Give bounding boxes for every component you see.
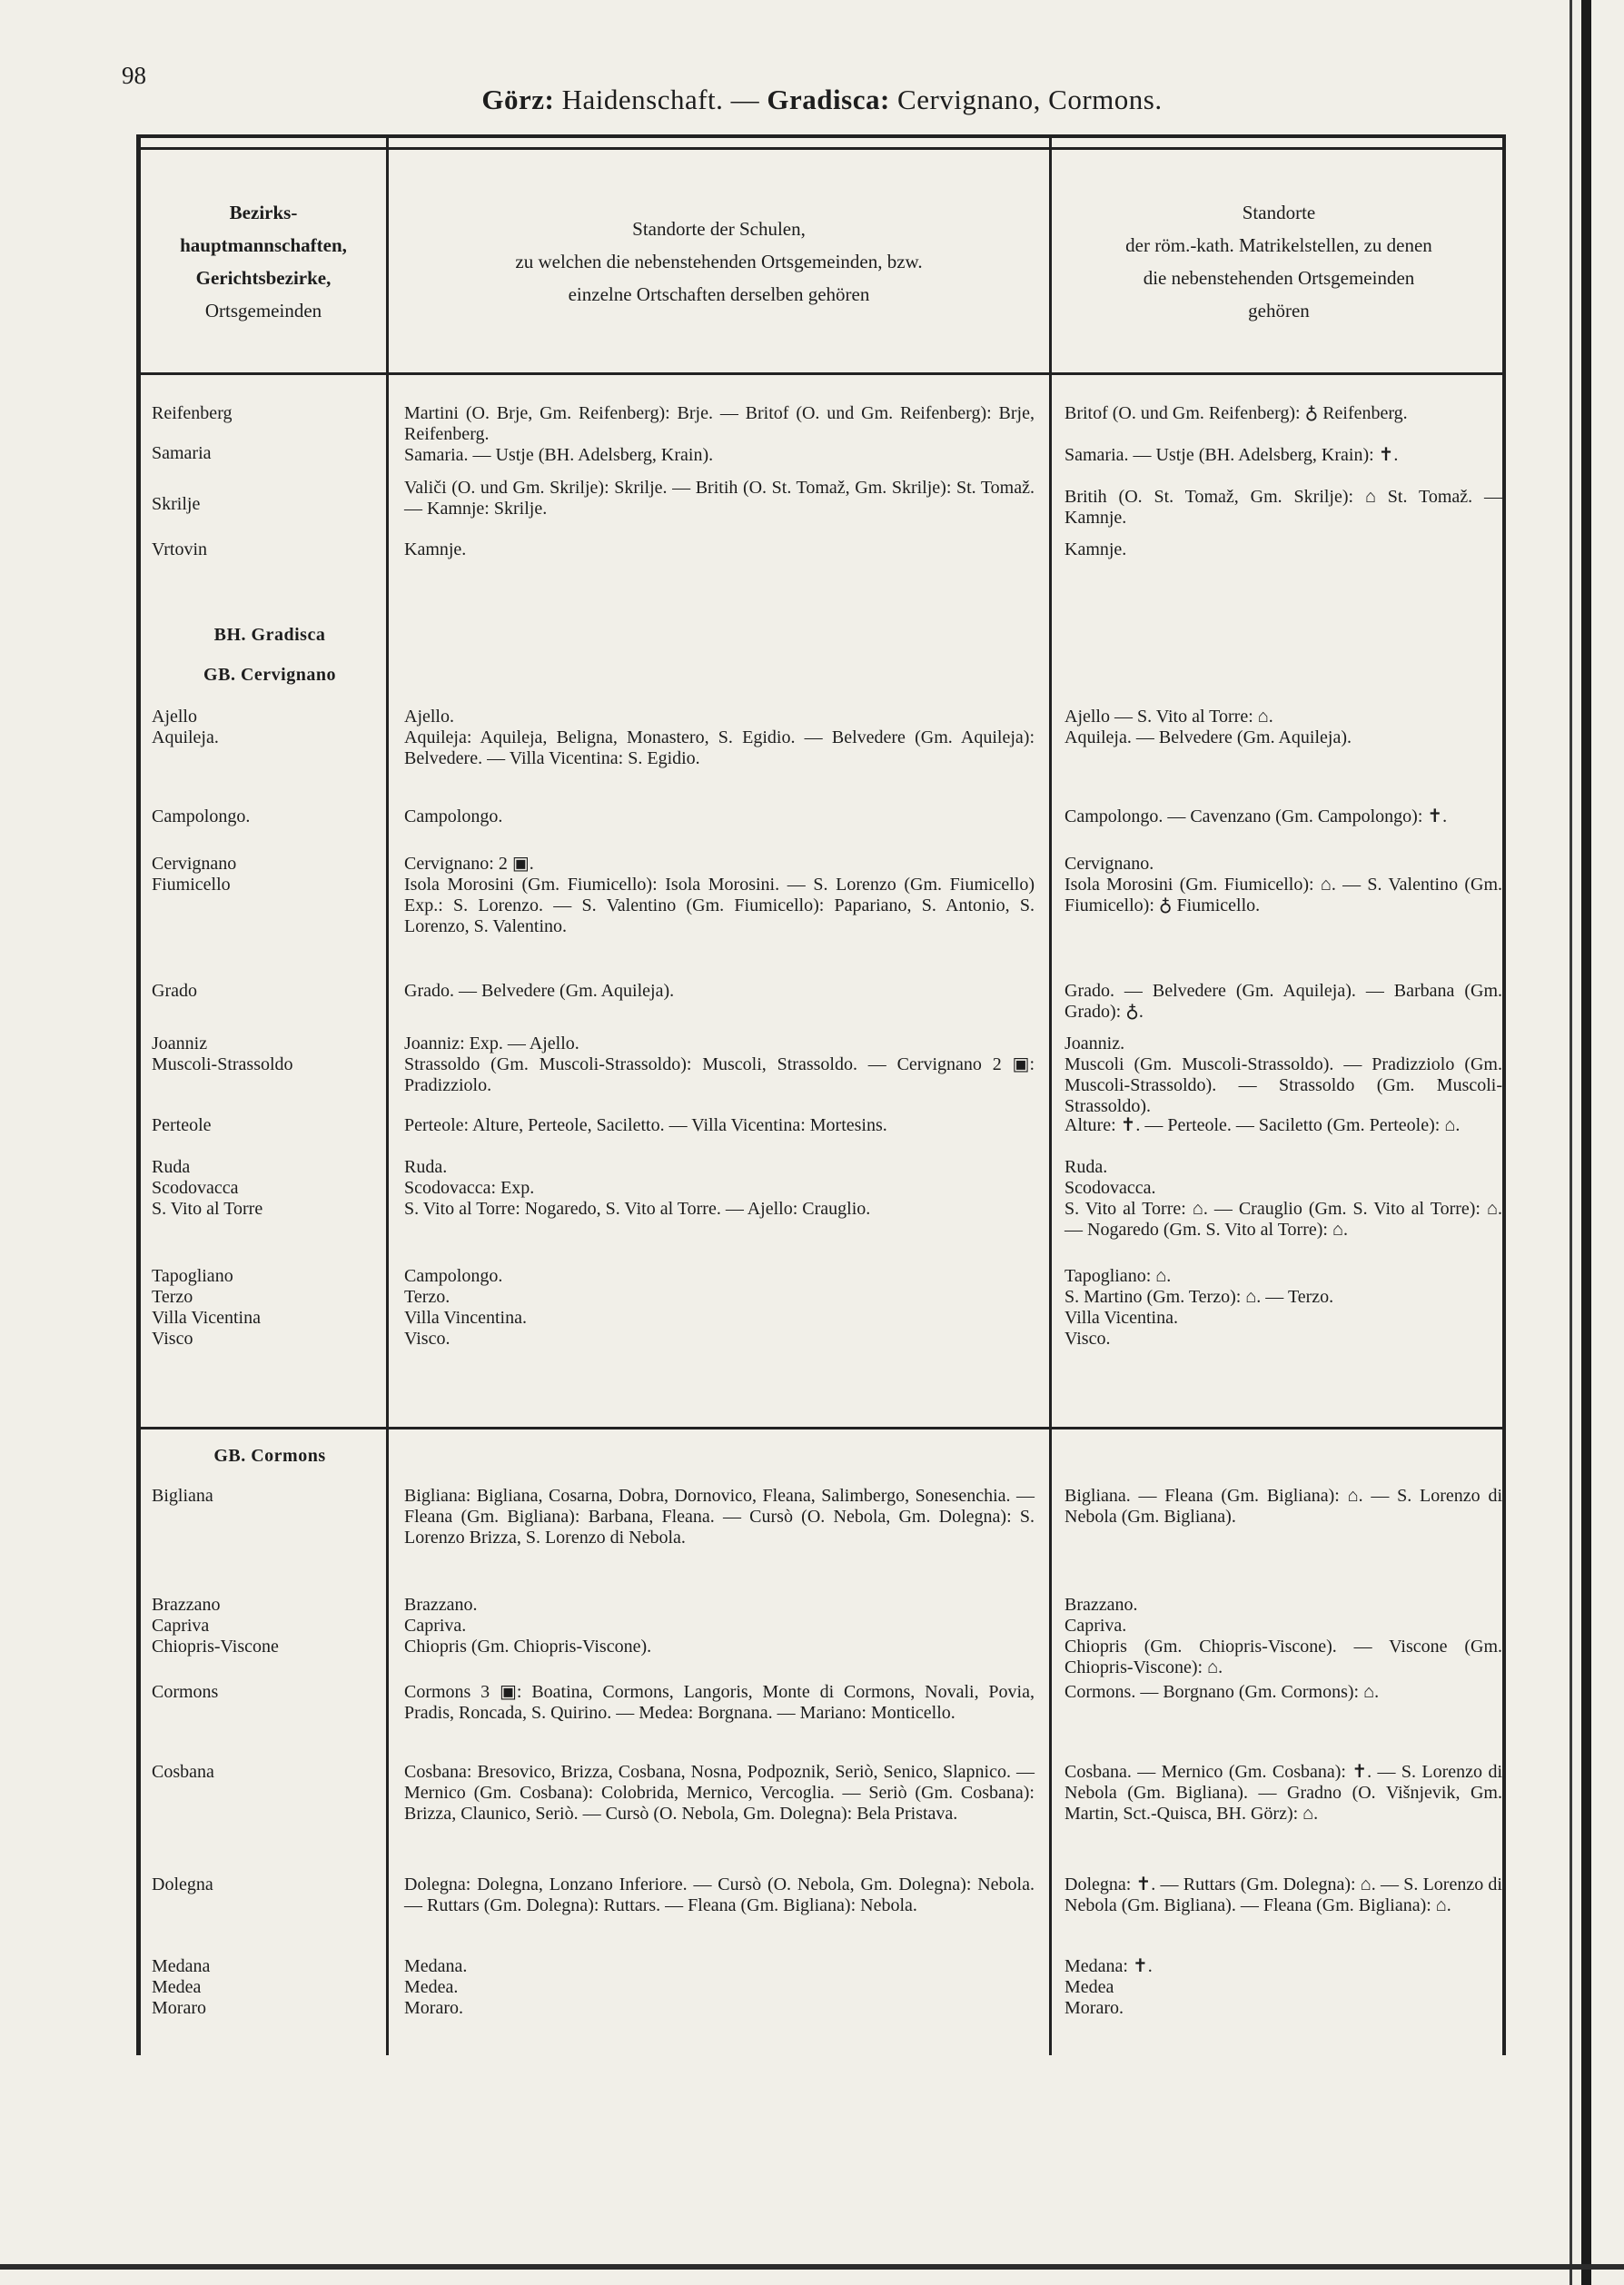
list-item: Cervignano [152,854,237,874]
header-c1-line3: Gerichtsbezirke, [195,267,332,289]
list-item: Brazzano [152,1595,221,1615]
list-item: Cervignano: 2 ▣. [404,854,534,874]
list-item: Cormons. — Borgnano (Gm. Cormons): ⌂. [1065,1682,1380,1702]
parish-table [136,134,1506,2055]
list-item: Campolongo. [404,806,503,826]
list-item: Britof (O. und Gm. Reifenberg): ♁ Reifenberg. [1065,403,1408,423]
column-header-schools [389,151,1049,372]
list-item: Samaria. — Ustje (BH. Adelsberg, Krain). [404,445,714,465]
list-item: Ruda. [1065,1157,1108,1177]
list-item: Villa Vincentina. [404,1308,527,1328]
list-item: Brazzano. [1065,1595,1138,1615]
list-item: S. Vito al Torre: ⌂. — Crauglio (Gm. S. Vito al Torre): ⌂. — Nogaredo (Gm. S. Vito al Torre): ⌂. [1065,1199,1502,1240]
list-item: Ajello. [404,707,454,727]
list-item: Kamnje. [404,539,467,559]
page-header [136,84,1508,116]
list-item: Grado. — Belvedere (Gm. Aquileja). — Barbana (Gm. Grado): ♁. [1065,981,1502,1022]
list-item: Skrilje [152,494,201,514]
list-item: Ajello [152,707,197,727]
list-item: Ruda. [404,1157,448,1177]
list-item: Campolongo. [404,1266,503,1286]
section-rule-cormons [141,1427,1502,1429]
list-item: Villa Vicentina. [1065,1308,1178,1328]
list-item: Aquileja. [152,727,219,747]
list-item: Terzo [152,1287,193,1307]
list-item: Britih (O. St. Tomaž, Gm. Skrilje): ⌂ St. Tomaž. — Kamnje. [1065,487,1502,528]
header-district-a: Görz: [481,84,555,115]
list-item: Strassoldo (Gm. Muscoli-Strassoldo): Muscoli, Strassoldo. — Cervignano 2 ▣: Pradizziolo. [404,1054,1035,1095]
list-item: S. Vito al Torre: Nogaredo, S. Vito al Torre. — Ajello: Crauglio. [404,1199,871,1219]
list-item: Medana. [404,1956,468,1976]
list-item: Moraro. [404,1998,463,2018]
section-title-cervignano: GB. Cervignano [203,665,336,685]
list-item: Medea [1065,1977,1114,1997]
header-court-b: Cervignano, Cormons. [897,84,1163,115]
header-c2-line1: Standorte der Schulen, [632,218,806,240]
list-item: Capriva. [404,1616,467,1636]
list-item: Tapogliano: ⌂. [1065,1266,1172,1286]
list-item: Tapogliano [152,1266,233,1286]
list-item: Isola Morosini (Gm. Fiumicello): Isola Morosini. — S. Lorenzo (Gm. Fiumicello) Exp.: S. Lorenzo. — S. Valentino (Gm. Fiumicello): Papariano, S. Antonio, S. Lorenzo, S. Valentino. [404,875,1035,936]
list-item: Bigliana [152,1486,213,1506]
list-item: Fiumicello [152,875,231,895]
section-title-gradisca: BH. Gradisca [213,625,326,645]
list-item: Perteole: Alture, Perteole, Saciletto. — Villa Vicentina: Mortesins. [404,1115,887,1135]
list-item: Cosbana. — Mernico (Gm. Cosbana): ✝. — S. Lorenzo di Nebola (Gm. Bigliana). — Gradno (O. Višnjevik, Gm. Martin, Sct.-Quisca, BH. Görz): ⌂. [1065,1762,1502,1824]
header-bottom-rule [141,372,1502,375]
list-item: Cormons [152,1682,219,1702]
list-item: Dolegna: ✝. — Ruttars (Gm. Dolegna): ⌂. — S. Lorenzo di Nebola (Gm. Bigliana). — Fleana (Gm. Bigliana): ⌂. [1065,1874,1502,1915]
list-item: Scodovacca [152,1178,239,1198]
list-item: Medana: ✝. [1065,1956,1153,1976]
header-c3-line3: die nebenstehenden Ortsgemeinden [1143,267,1415,289]
column-divider-2 [1049,138,1052,2055]
header-c1-line4: Ortsgemeinden [204,300,322,321]
list-item: Moraro [152,1998,206,2018]
page-edge-rule [1581,0,1591,2285]
list-item: Martini (O. Brje, Gm. Reifenberg): Brje. — Britof (O. und Gm. Reifenberg): Brje, Reifenberg. [404,403,1035,444]
header-c2-line2: zu welchen die nebenstehenden Ortsgemeinden, bzw. [515,251,923,272]
list-item: Joanniz [152,1034,208,1053]
list-item: Cosbana: Bresovico, Brizza, Cosbana, Nosna, Podpoznik, Seriò, Senico, Slapnico. — Mernico (Gm. Cosbana): Colobrida, Mernico, Vercoglia. — Seriò (Gm. Cosbana): Brizza, Claunico, Seriò. — Cursò (O. Nebola, Gm. Dolegna): Bela Pristava. [404,1762,1035,1824]
list-item: Bigliana. — Fleana (Gm. Bigliana): ⌂. — S. Lorenzo di Nebola (Gm. Bigliana). [1065,1486,1502,1527]
list-item: Dolegna [152,1874,213,1894]
column-divider-1 [386,138,389,2055]
list-item: Visco [152,1329,193,1349]
header-c1-line1: Bezirks- [229,202,298,223]
list-item: Scodovacca: Exp. [404,1178,535,1198]
header-c1-line2: hauptmannschaften, [180,234,347,256]
list-item: Vrtovin [152,539,208,559]
header-c3-line2: der röm.-kath. Matrikelstellen, zu denen [1125,234,1432,256]
list-item: Kamnje. [1065,539,1127,559]
column-header-parishes [1052,151,1506,372]
header-c2-line3: einzelne Ortschaften derselben gehören [568,283,870,305]
list-item: Moraro. [1065,1998,1124,2018]
list-item: Samaria [152,443,212,463]
list-item: S. Martino (Gm. Terzo): ⌂. — Terzo. [1065,1287,1334,1307]
list-item: Cosbana [152,1762,214,1782]
header-court-a: Haidenschaft. — [561,84,760,115]
list-item: Perteole [152,1115,212,1135]
list-item: Dolegna: Dolegna, Lonzano Inferiore. — Cursò (O. Nebola, Gm. Dolegna): Nebola. — Ruttars (Gm. Dolegna): Ruttars. — Fleana (Gm. Bigliana): Nebola. [404,1874,1035,1915]
list-item: Ruda [152,1157,191,1177]
list-item: Isola Morosini (Gm. Fiumicello): ⌂. — S. Valentino (Gm. Fiumicello): ♁ Fiumicello. [1065,875,1502,915]
section-title-cormons: GB. Cormons [213,1446,326,1466]
header-top-rule [141,147,1502,150]
list-item: Chiopris-Viscone [152,1637,279,1657]
header-c3-line4: gehören [1248,300,1310,321]
list-item: Aquileja: Aquileja, Beligna, Monastero, S. Egidio. — Belvedere (Gm. Aquileja): Belvedere. — Villa Vicentina: S. Egidio. [404,727,1035,768]
list-item: Brazzano. [404,1595,478,1615]
list-item: Reifenberg [152,403,233,423]
list-item: Visco. [404,1329,451,1349]
column-header-municipalities [141,151,386,372]
list-item: S. Vito al Torre [152,1199,263,1219]
list-item: Muscoli-Strassoldo [152,1054,293,1074]
list-item: Capriva. [1065,1616,1127,1636]
page-edge-rule-thin [1570,0,1572,2285]
list-item: Aquileja. — Belvedere (Gm. Aquileja). [1065,727,1352,747]
list-item: Ajello — S. Vito al Torre: ⌂. [1065,707,1273,727]
list-item: Terzo. [404,1287,451,1307]
header-c3-line1: Standorte [1242,202,1316,223]
list-item: Visco. [1065,1329,1111,1349]
list-item: Capriva [152,1616,210,1636]
list-item: Grado. — Belvedere (Gm. Aquileja). [404,981,675,1001]
list-item: Chiopris (Gm. Chiopris-Viscone). — Viscone (Gm. Chiopris-Viscone): ⌂. [1065,1637,1502,1677]
list-item: Alture: ✝. — Perteole. — Saciletto (Gm. Perteole): ⌂. [1065,1115,1461,1135]
header-district-b: Gradisca: [767,84,890,115]
list-item: Campolongo. — Cavenzano (Gm. Campolongo): ✝. [1065,806,1448,826]
list-item: Villa Vicentina [152,1308,261,1328]
list-item: Medana [152,1956,211,1976]
page-number: 98 [122,62,146,89]
list-item: Medea [152,1977,202,1997]
list-item: Samaria. — Ustje (BH. Adelsberg, Krain): ✝. [1065,445,1399,465]
list-item: Chiopris (Gm. Chiopris-Viscone). [404,1637,652,1657]
list-item: Grado [152,981,197,1001]
list-item: Scodovacca. [1065,1178,1156,1198]
list-item: Valiči (O. und Gm. Skrilje): Skrilje. — Britih (O. St. Tomaž, Gm. Skrilje): St. Tomaž. — Kamnje: Skrilje. [404,478,1035,519]
list-item: Campolongo. [152,806,251,826]
list-item: Joanniz: Exp. — Ajello. [404,1034,579,1053]
list-item: Muscoli (Gm. Muscoli-Strassoldo). — Pradizziolo (Gm. Muscoli-Strassoldo). — Strassoldo (Gm. Muscoli-Strassoldo). [1065,1054,1502,1116]
list-item: Joanniz. [1065,1034,1125,1053]
list-item: Medea. [404,1977,459,1997]
page-bottom-rule [0,2264,1624,2270]
list-item: Cormons 3 ▣: Boatina, Cormons, Langoris, Monte di Cormons, Novali, Povia, Pradis, Roncada, S. Quirino. — Medea: Borgnana. — Mariano: Monticello. [404,1682,1035,1723]
list-item: Bigliana: Bigliana, Cosarna, Dobra, Dornovico, Fleana, Salimbergo, Sonesenchia. — Fleana (Gm. Bigliana): Barbana, Fleana. — Cursò (O. Nebola, Gm. Dolegna): S. Lorenzo Brizza, S. Lorenzo di Nebola. [404,1486,1035,1548]
list-item: Cervignano. [1065,854,1154,874]
